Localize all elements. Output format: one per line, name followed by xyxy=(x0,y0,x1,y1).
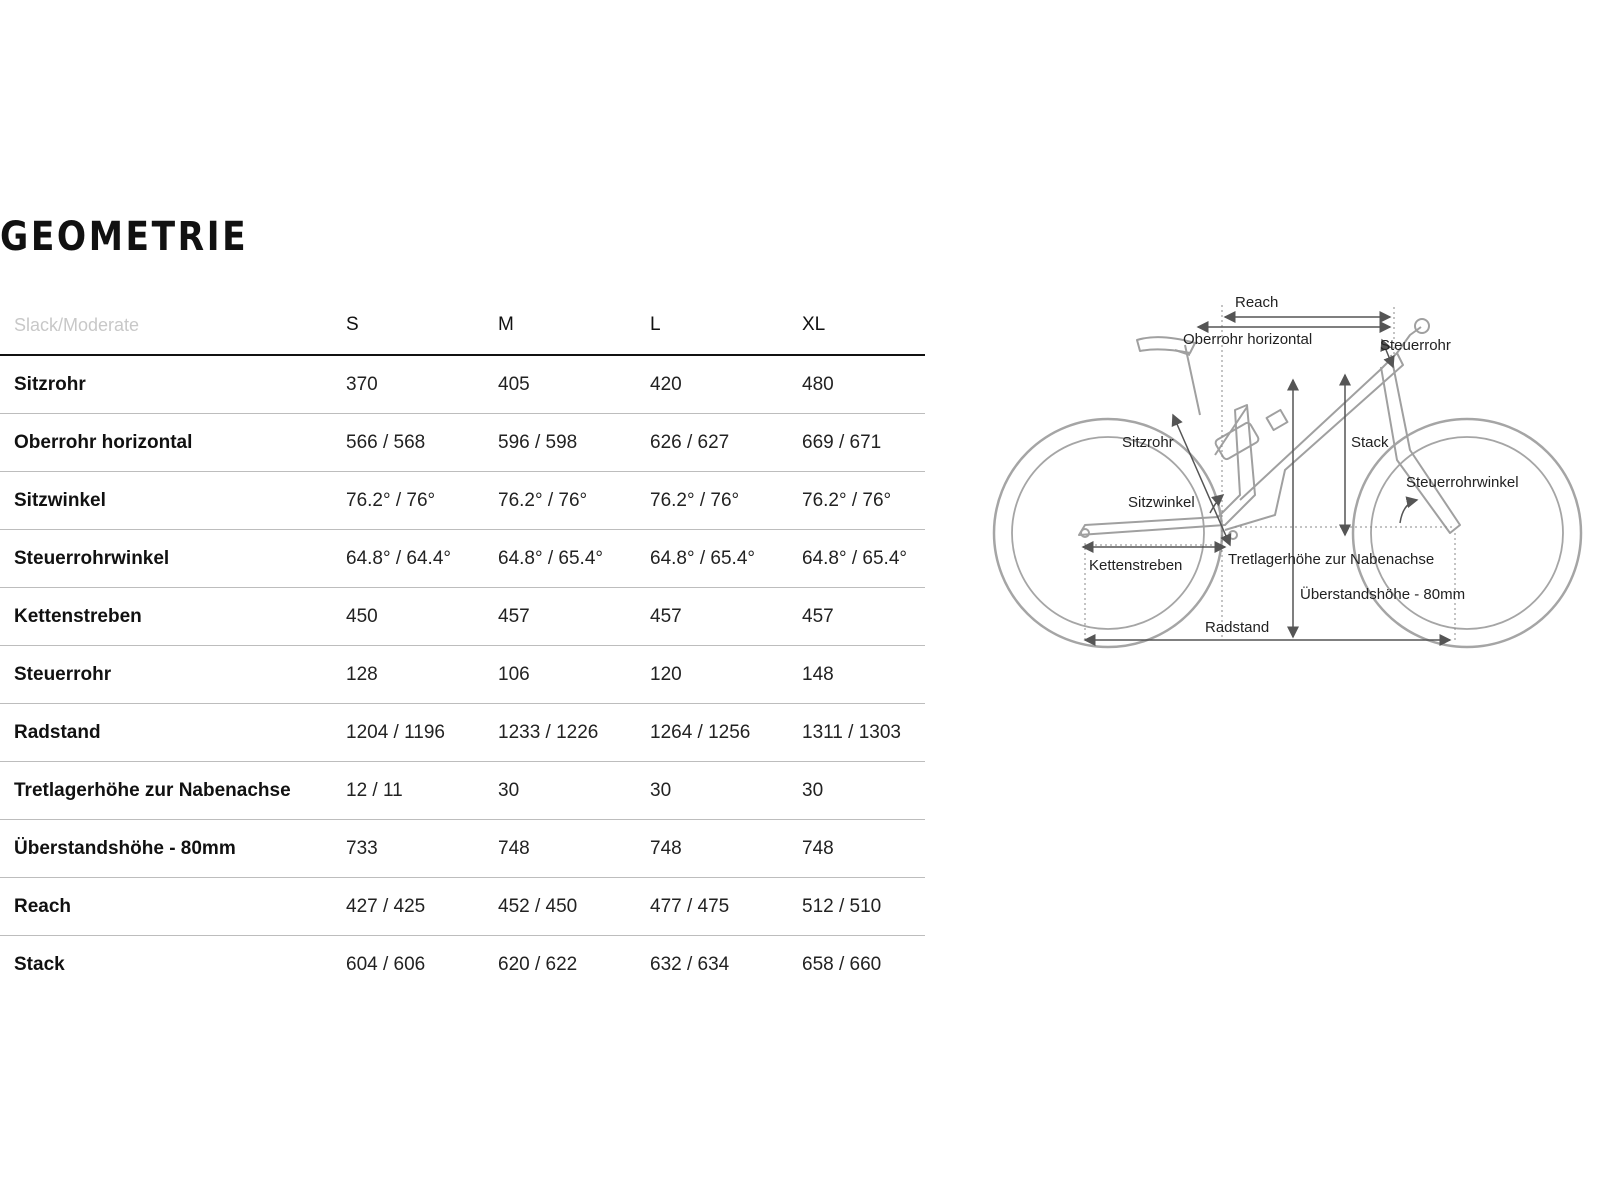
table-cell: 405 xyxy=(484,355,636,414)
label-stack: Stack xyxy=(1351,434,1389,451)
label-kettenstreben: Kettenstreben xyxy=(1089,557,1183,574)
label-tretlager: Tretlagerhöhe zur Nabenachse xyxy=(1228,551,1435,568)
label-steuerrohrwinkel: Steuerrohrwinkel xyxy=(1406,474,1519,491)
row-label: Reach xyxy=(0,878,332,936)
table-cell: 748 xyxy=(484,820,636,878)
table-cell: 1264 / 1256 xyxy=(636,704,788,762)
table-row xyxy=(0,936,925,994)
size-header-s: S xyxy=(332,296,484,355)
table-row xyxy=(0,530,925,588)
row-label: Steuerrohrwinkel xyxy=(0,530,332,588)
table-cell: 370 xyxy=(332,355,484,414)
table-cell: 457 xyxy=(484,588,636,646)
table-cell: 128 xyxy=(332,646,484,704)
table-cell: 512 / 510 xyxy=(788,878,925,936)
table-cell: 450 xyxy=(332,588,484,646)
table-cell: 30 xyxy=(636,762,788,820)
table-row xyxy=(0,646,925,704)
table-cell: 120 xyxy=(636,646,788,704)
size-header-xl: XL xyxy=(788,296,925,355)
table-cell: 76.2° / 76° xyxy=(636,472,788,530)
table-cell: 12 / 11 xyxy=(332,762,484,820)
row-label: Sitzrohr xyxy=(0,355,332,414)
table-cell: 1204 / 1196 xyxy=(332,704,484,762)
size-header-m: M xyxy=(484,296,636,355)
label-sitzrohr: Sitzrohr xyxy=(1122,434,1174,451)
row-label: Tretlagerhöhe zur Nabenachse xyxy=(0,762,332,820)
label-sitzwinkel: Sitzwinkel xyxy=(1128,494,1195,511)
table-cell: 427 / 425 xyxy=(332,878,484,936)
label-reach: Reach xyxy=(1235,295,1279,311)
label-steuerrohr: Steuerrohr xyxy=(1380,337,1451,354)
table-cell: 30 xyxy=(484,762,636,820)
table-row xyxy=(0,414,925,472)
table-cell: 1233 / 1226 xyxy=(484,704,636,762)
row-label: Überstandshöhe - 80mm xyxy=(0,820,332,878)
row-label: Kettenstreben xyxy=(0,588,332,646)
table-cell: 620 / 622 xyxy=(498,953,578,975)
table-row xyxy=(0,878,925,936)
row-label: Sitzwinkel xyxy=(0,472,332,530)
table-cell: 604 / 606 xyxy=(346,953,426,975)
table-cell: 658 / 660 xyxy=(802,953,882,975)
table-cell: 748 xyxy=(788,820,925,878)
front-wheel xyxy=(1353,419,1581,647)
label-ueberstand: Überstandshöhe - 80mm xyxy=(1300,586,1466,603)
row-label: Steuerrohr xyxy=(0,646,332,704)
table-cell: 596 / 598 xyxy=(484,414,636,472)
table-cell: 632 / 634 xyxy=(650,953,730,975)
table-cell: 76.2° / 76° xyxy=(788,472,925,530)
table-cell: 76.2° / 76° xyxy=(484,472,636,530)
label-radstand: Radstand xyxy=(1205,619,1270,636)
row-label: Stack xyxy=(14,953,65,975)
table-cell: 626 / 627 xyxy=(636,414,788,472)
table-cell: 733 xyxy=(332,820,484,878)
table-cell: 106 xyxy=(484,646,636,704)
bike-geometry-diagram xyxy=(985,295,1600,670)
page-title: GEOMETRIE xyxy=(0,214,249,260)
table-header-row xyxy=(0,296,925,355)
table-cell: 452 / 450 xyxy=(484,878,636,936)
table-cell: 30 xyxy=(788,762,925,820)
table-cell: 669 / 671 xyxy=(788,414,925,472)
table-cell: 457 xyxy=(636,588,788,646)
table-cell: 64.8° / 65.4° xyxy=(636,530,788,588)
table-cell: 477 / 475 xyxy=(636,878,788,936)
table-row xyxy=(0,588,925,646)
table-cell: 148 xyxy=(788,646,925,704)
table-cell: 566 / 568 xyxy=(332,414,484,472)
row-label: Oberrohr horizontal xyxy=(0,414,332,472)
label-oberrohr: Oberrohr horizontal xyxy=(1183,331,1313,348)
table-cell: 1311 / 1303 xyxy=(788,704,925,762)
size-header-l: L xyxy=(636,296,788,355)
table-cell: 457 xyxy=(788,588,925,646)
table-cell: 748 xyxy=(636,820,788,878)
table-row xyxy=(0,820,925,878)
table-cell: 76.2° / 76° xyxy=(332,472,484,530)
geometry-table xyxy=(0,296,925,993)
table-cell: 420 xyxy=(636,355,788,414)
table-row xyxy=(0,762,925,820)
variant-label: Slack/Moderate xyxy=(0,296,332,355)
table-row xyxy=(0,472,925,530)
table-cell: 64.8° / 65.4° xyxy=(788,530,925,588)
table-cell: 480 xyxy=(788,355,925,414)
table-row xyxy=(0,704,925,762)
table-cell: 64.8° / 65.4° xyxy=(484,530,636,588)
table-row xyxy=(0,355,925,414)
row-label: Radstand xyxy=(0,704,332,762)
table-cell: 64.8° / 64.4° xyxy=(332,530,484,588)
